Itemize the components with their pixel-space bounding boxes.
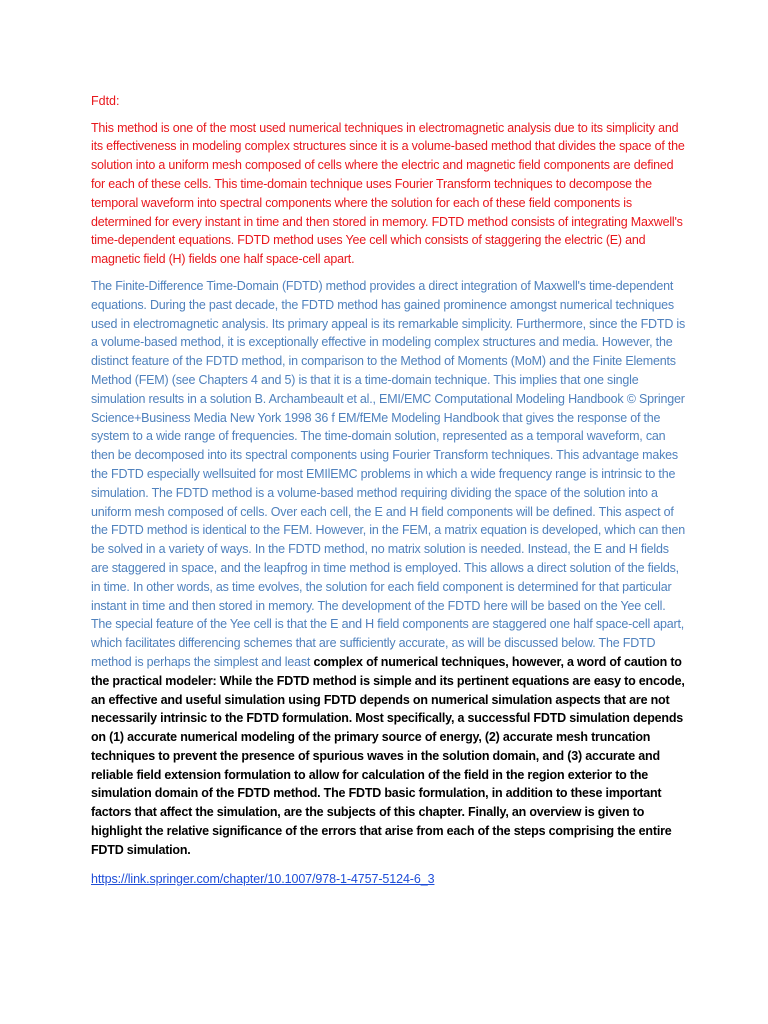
blue-text-run: The Finite-Difference Time-Domain (FDTD) method provides a direct integration of Maxwell's time-dependent equations. During the past decade, the FDTD method has gained prominence amongst numerical techniques used in electromagnetic analysis. Its primary appeal is its remarkable simplicity. Furthermore, since the FDTD is a volume-based method, it is exceptionally effective in modeling complex structures and media. However, the distinct feature of the FDTD method, in comparison to the Method of Moments (MoM) and the Finite Elements Method (FEM) (see Chapters 4 and 5) is that it is a time-domain technique. This implies that one single simulation results in a solution B. Archambeault et al., EMI/EMC Computational Modeling Handbook © Springer Science+Business Media New York 1998 36 f EM/fEMe Modeling Handbook that gives the response of the system to a wide range of frequencies. The time-domain solution, represented as a temporal waveform, can then be decomposed into its spectral components using Fourier Transform techniques. This advantage makes the FDTD especially wellsuited for most EMIlEMC problems in which a wide frequency range is intrinsic to the simulation. The FDTD method is a volume-based method requiring dividing the space of the solution into a uniform mesh composed of cells. Over each cell, the E and H field components will be defined. This aspect of the FDTD method is identical to the FEM. However, in the FEM, a matrix equation is developed, which can then be solved in a variety of ways. In the FDTD method, no matrix solution is needed. Instead, the E and H fields are staggered in space, and the leapfrog in time method is employed. This allows a direct solution of the fields, in time. In other words, as time evolves, the solution for each field component is determined for that particular instant in time and then stored in memory. The development of the FDTD here will be based on the Yee cell. The special feature of the Yee cell is that the E and H field components are staggered one half space-cell apart, which facilitates differencing schemes that are sufficiently accurate, as will be discussed below. The FDTD method is perhaps the simplest and least <box>91 278 686 669</box>
red-paragraph: This method is one of the most used numerical techniques in electromagnetic analysis due to its simplicity and its effectiveness in modeling complex structures since it is a volume-based method that divides the space of the solution into a uniform mesh composed of cells where the electric and magnetic field components are defined for each of these cells. This time-domain technique uses Fourier Transform techniques to decompose the temporal waveform into spectral components where the solution for each of these field components is determined for every instant in time and then stored in memory. FDTD method consists of integrating Maxwell's time-dependent equations. FDTD method uses Yee cell which consists of staggering the electric (E) and magnetic field (H) fields one half space-cell apart. <box>91 120 685 267</box>
black-text-run: complex of numerical techniques, however, a word of caution to the practical modeler: While the FDTD method is simple and its pertinent equations are easy to encode, an effective and useful simulation using FDTD depends on numerical simulation aspects that are not necessarily intrinsic to the FDTD formulation. Most specifically, a successful FDTD simulation depends on (1) accurate numerical modeling of the primary source of energy, (2) accurate mesh truncation techniques to prevent the presence of spurious waves in the solution domain, and (3) accurate and reliable field extension formulation to allow for calculation of the field in the region exterior to the simulation domain of the FDTD method. The FDTD basic formulation, in addition to these important factors that affect the simulation, are the subjects of this chapter. Finally, an overview is given to highlight the relative significance of the errors that arise from each of the steps comprising the entire FDTD simulation. <box>91 654 685 857</box>
mixed-paragraph <box>91 277 688 860</box>
source-link[interactable]: https://link.springer.com/chapter/10.1007/978-1-4757-5124-6_3 <box>91 871 435 886</box>
document-heading: Fdtd: <box>91 94 120 108</box>
